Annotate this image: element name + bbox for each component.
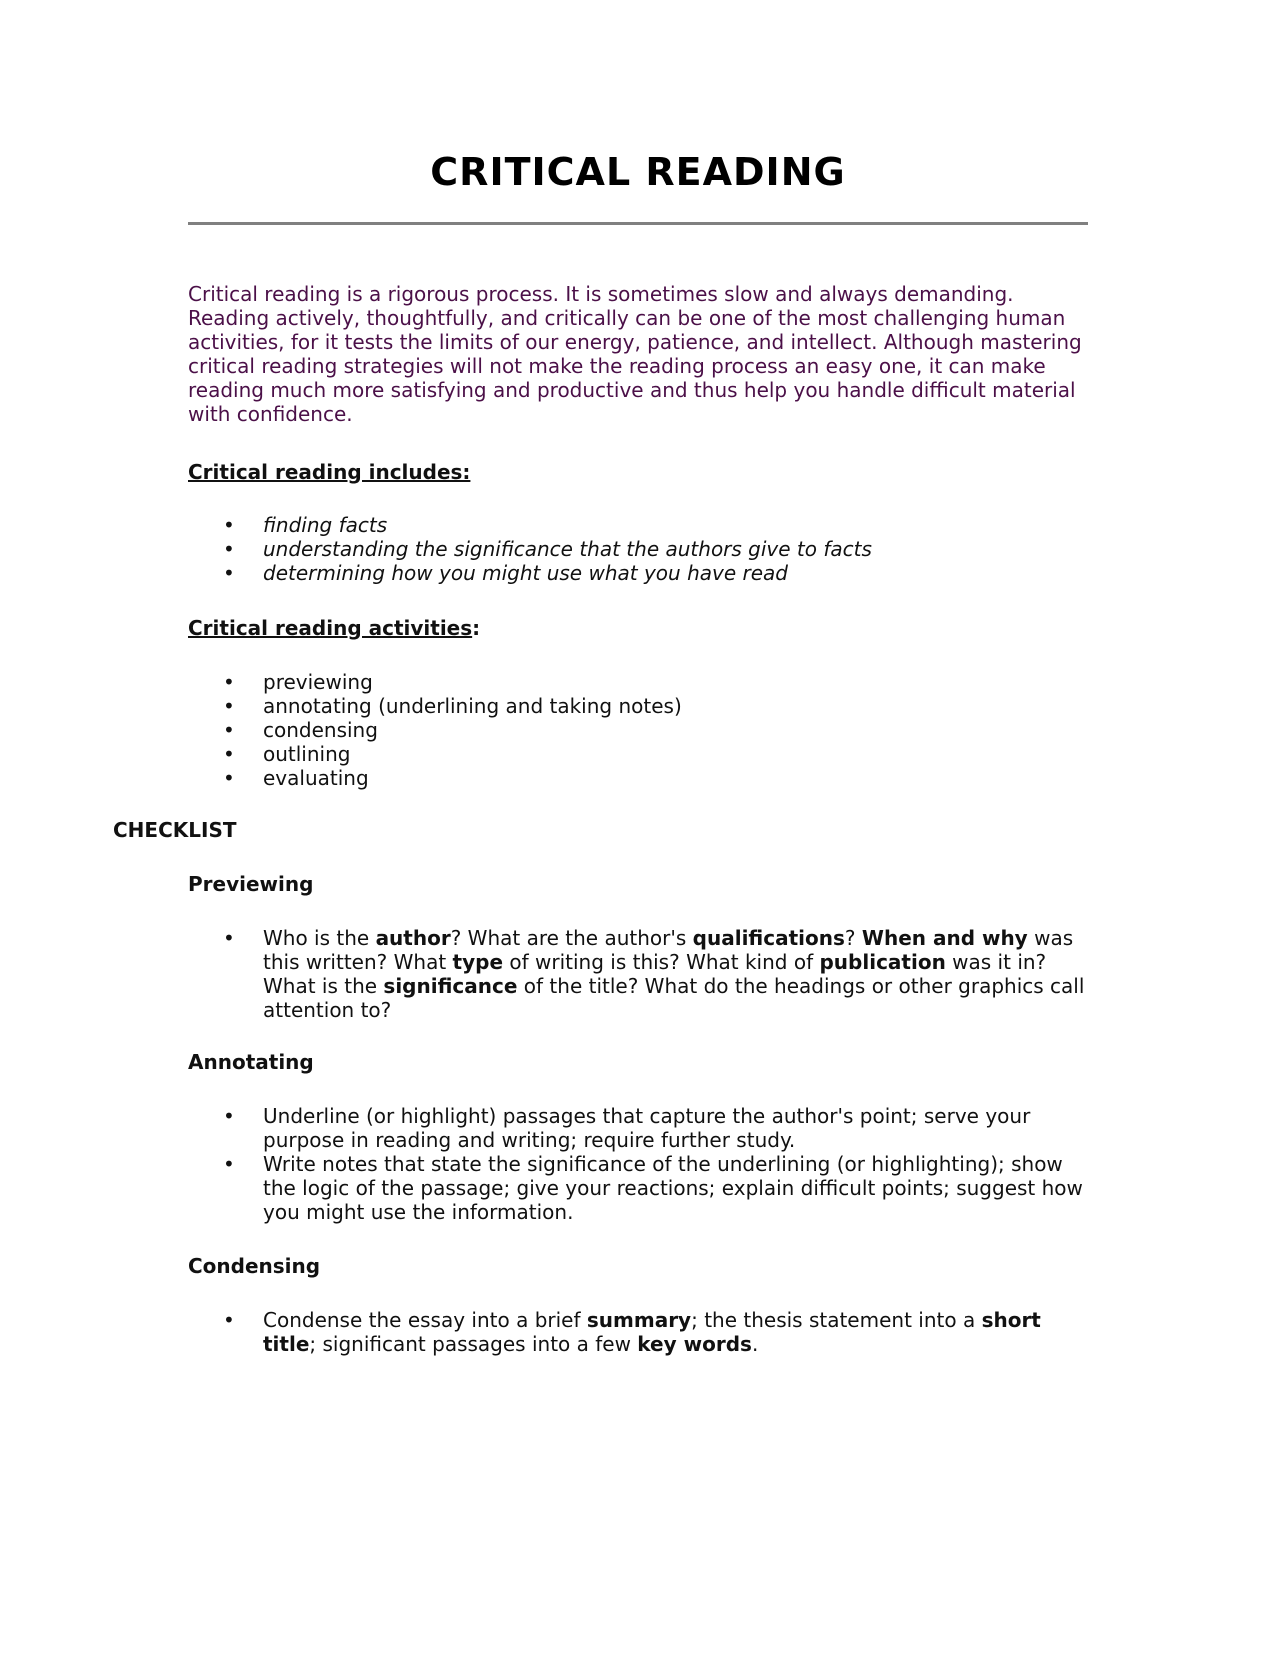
bold-run: key words: [637, 1332, 752, 1356]
text-run: was this written? What: [263, 926, 1074, 974]
previewing-list: [188, 926, 1088, 1022]
list-item: • previewing: [188, 670, 1088, 694]
text-run: of the title? What do the headings or other graphics call attention to?: [263, 974, 1085, 1022]
list-item: [188, 926, 1088, 1022]
bold-run: summary: [586, 1308, 692, 1332]
list-item: • Underline (or highlight) passages that capture the author's point; serve your purpose in reading and writing; require further study.: [188, 1104, 1088, 1152]
includes-heading-text: Critical reading includes:: [188, 460, 471, 484]
activities-heading-text: Critical reading activities: [188, 616, 473, 640]
checklist-heading: CHECKLIST: [113, 818, 237, 842]
page-title: CRITICAL READING: [430, 150, 846, 194]
text-run: ; the thesis statement into a: [691, 1308, 982, 1332]
list-item: • annotating (underlining and taking notes): [188, 694, 1088, 718]
includes-list: [188, 513, 1088, 585]
annotating-list: [188, 1104, 1088, 1224]
activities-heading-colon: :: [472, 616, 481, 640]
list-item: • outlining: [188, 742, 1088, 766]
text-run: ; significant passages into a few: [309, 1332, 638, 1356]
includes-heading: [188, 460, 470, 484]
bold-run: significance: [383, 974, 518, 998]
list-item: • Write notes that state the significance of the underlining (or highlighting); show the logic of the passage; give your reactions; explain difficult points; suggest how you might use the information.: [188, 1152, 1088, 1224]
bold-run: short title: [263, 1308, 1041, 1356]
list-item: • evaluating: [188, 766, 1088, 790]
intro-paragraph: Critical reading is a rigorous process. It is sometimes slow and always demanding. Reading actively, thoughtfully, and critically can be one of the most challenging human activities, for it tests the limits of our energy, patience, and intellect. Although mastering critical reading strategies will not make the reading process an easy one, it can make reading much more satisfying and productive and thus help you handle difficult material with confidence.: [188, 282, 1082, 426]
text-run: was it in? What is the: [263, 950, 1047, 998]
activities-heading: [188, 616, 480, 640]
text-run: Condense the essay into a brief: [263, 1308, 587, 1332]
bold-run: qualifications: [692, 926, 845, 950]
bold-run: publication: [819, 950, 946, 974]
condensing-heading: Condensing: [188, 1254, 321, 1278]
bold-run: author: [375, 926, 451, 950]
text-run: of writing is this? What kind of: [503, 950, 820, 974]
list-item: • determining how you might use what you have read: [188, 561, 1088, 585]
list-item: • finding facts: [188, 513, 1088, 537]
text-run: ? What are the author's: [450, 926, 693, 950]
title-divider: [188, 222, 1088, 225]
activities-list: [188, 670, 1088, 790]
text-run: ?: [844, 926, 862, 950]
list-item: • understanding the significance that the authors give to facts: [188, 537, 1088, 561]
annotating-heading: Annotating: [188, 1050, 314, 1074]
text-run: .: [751, 1332, 759, 1356]
condensing-list: [188, 1308, 1088, 1356]
list-item: • condensing: [188, 718, 1088, 742]
text-run: Who is the: [263, 926, 376, 950]
bold-run: When and why: [861, 926, 1028, 950]
list-item: [188, 1308, 1088, 1356]
bold-run: type: [452, 950, 504, 974]
previewing-heading: Previewing: [188, 872, 314, 896]
